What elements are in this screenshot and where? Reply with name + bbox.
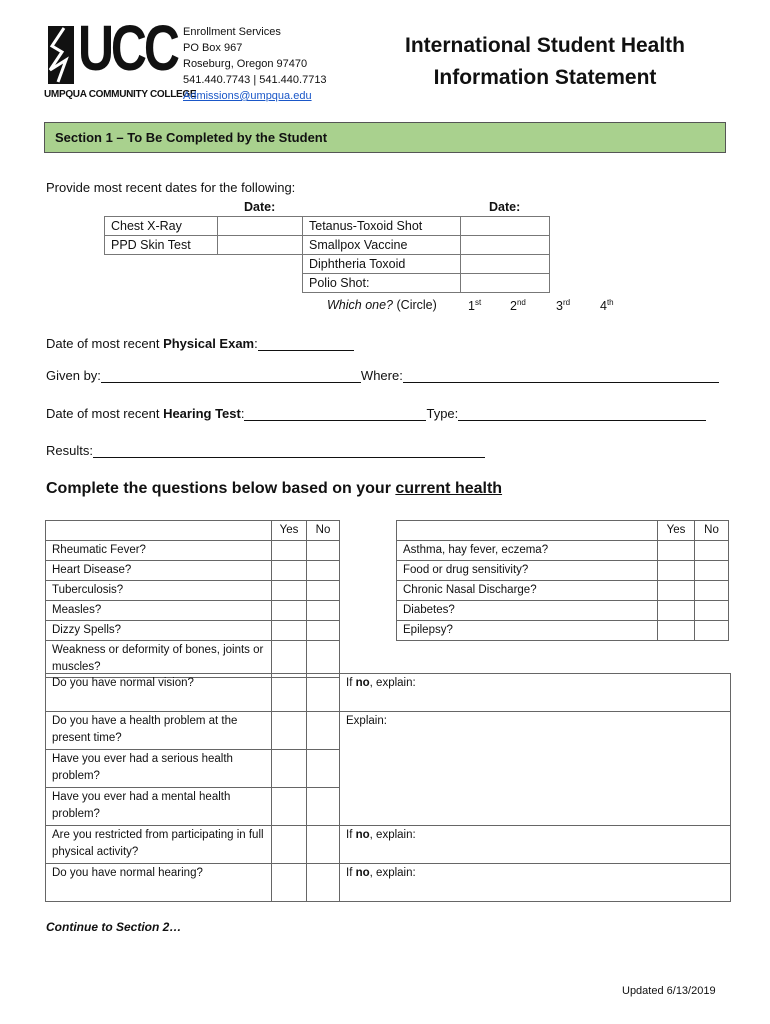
email-link[interactable]: Admissions@umpqua.edu — [183, 90, 312, 102]
table-row — [46, 750, 731, 788]
ppd-skin-test-date-field[interactable] — [218, 236, 303, 255]
table-row — [46, 621, 340, 641]
polio-option-2[interactable]: 2nd — [510, 298, 526, 314]
tetanus-date-field[interactable] — [461, 217, 550, 236]
explain-field[interactable]: If no, explain: — [340, 674, 731, 712]
question-label: Measles? — [46, 601, 272, 621]
no-checkbox[interactable] — [307, 788, 340, 826]
table-row — [46, 864, 731, 902]
question-label: Diabetes? — [397, 601, 658, 621]
table-row — [105, 236, 303, 255]
no-checkbox[interactable] — [307, 621, 340, 641]
no-checkbox[interactable] — [307, 541, 340, 561]
no-checkbox[interactable] — [307, 750, 340, 788]
yes-header: Yes — [272, 521, 307, 541]
yes-checkbox[interactable] — [272, 826, 307, 864]
results-field[interactable] — [93, 443, 485, 458]
right-health-table — [396, 520, 729, 641]
right-dates-table — [302, 216, 550, 293]
no-checkbox[interactable] — [695, 561, 729, 581]
table-row — [46, 712, 731, 750]
title-line-1: International Student Health — [404, 34, 685, 57]
physical-exam-row: Date of most recent Physical Exam: — [46, 336, 354, 351]
no-checkbox[interactable] — [695, 601, 729, 621]
page-title — [380, 30, 710, 94]
explain-field[interactable]: Explain: — [340, 712, 731, 750]
given-by-row: Given by: Where: — [46, 368, 719, 383]
where-field[interactable] — [403, 368, 719, 383]
question-label: Heart Disease? — [46, 561, 272, 581]
question-label: Dizzy Spells? — [46, 621, 272, 641]
no-checkbox[interactable] — [307, 581, 340, 601]
tetanus-label: Tetanus-Toxoid Shot — [303, 217, 461, 236]
yes-checkbox[interactable] — [272, 601, 307, 621]
question-label: Do you have a health problem at the present time? — [46, 712, 272, 750]
title-line-2: Information Statement — [433, 66, 657, 89]
explain-field[interactable] — [340, 750, 731, 788]
question-label: Asthma, hay fever, eczema? — [397, 541, 658, 561]
yes-checkbox[interactable] — [272, 674, 307, 712]
smallpox-date-field[interactable] — [461, 236, 550, 255]
yes-checkbox[interactable] — [272, 750, 307, 788]
health-heading: Complete the questions below based on your current health — [46, 480, 503, 497]
yes-checkbox[interactable] — [272, 621, 307, 641]
college-name: UMPQUA COMMUNITY COLLEGE — [44, 89, 197, 100]
no-header: No — [307, 521, 340, 541]
table-row — [397, 581, 729, 601]
left-dates-table — [104, 216, 303, 255]
diphtheria-label: Diphtheria Toxoid — [303, 255, 461, 274]
physical-exam-date-field[interactable] — [258, 336, 354, 351]
ppd-skin-test-label: PPD Skin Test — [105, 236, 218, 255]
no-checkbox[interactable] — [307, 601, 340, 621]
polio-option-4[interactable]: 4th — [600, 298, 614, 314]
no-checkbox[interactable] — [307, 561, 340, 581]
table-row — [46, 581, 340, 601]
polio-label: Polio Shot: — [303, 274, 461, 293]
yes-checkbox[interactable] — [658, 541, 695, 561]
date-header-left: Date: — [244, 200, 276, 214]
chest-xray-label: Chest X-Ray — [105, 217, 218, 236]
no-header: No — [695, 521, 729, 541]
diphtheria-date-field[interactable] — [461, 255, 550, 274]
table-row — [397, 541, 729, 561]
long-questions-table — [45, 673, 731, 902]
no-checkbox[interactable] — [307, 641, 340, 678]
polio-option-3[interactable]: 3rd — [556, 298, 571, 314]
question-label: Do you have normal hearing? — [46, 864, 272, 902]
question-label: Chronic Nasal Discharge? — [397, 581, 658, 601]
yes-header: Yes — [658, 521, 695, 541]
no-checkbox[interactable] — [695, 541, 729, 561]
updated-date: Updated 6/13/2019 — [622, 985, 716, 997]
yes-checkbox[interactable] — [272, 788, 307, 826]
yes-checkbox[interactable] — [272, 561, 307, 581]
address-line: PO Box 967 — [183, 42, 243, 54]
polio-date-field[interactable] — [461, 274, 550, 293]
dates-intro: Provide most recent dates for the following: — [46, 180, 296, 195]
table-row — [303, 217, 550, 236]
table-row — [46, 561, 340, 581]
yes-checkbox[interactable] — [658, 601, 695, 621]
table-row — [397, 601, 729, 621]
lightning-rock-icon — [44, 24, 78, 86]
no-checkbox[interactable] — [307, 712, 340, 750]
no-checkbox[interactable] — [695, 581, 729, 601]
question-label: Epilepsy? — [397, 621, 658, 641]
which-one-text: Which one? — [327, 298, 394, 312]
logo-letters: UCC — [78, 12, 177, 84]
yes-checkbox[interactable] — [658, 561, 695, 581]
yes-checkbox[interactable] — [272, 541, 307, 561]
section-1-heading: Section 1 – To Be Completed by the Student — [44, 122, 726, 153]
continue-note: Continue to Section 2… — [46, 920, 182, 934]
phone-line: 541.440.7743 | 541.440.7713 — [183, 74, 327, 86]
polio-option-1[interactable]: 1st — [468, 298, 482, 314]
chest-xray-date-field[interactable] — [218, 217, 303, 236]
circle-text: (Circle) — [396, 298, 437, 312]
table-row — [46, 521, 340, 541]
yes-checkbox[interactable] — [272, 712, 307, 750]
table-row — [46, 601, 340, 621]
table-row — [397, 621, 729, 641]
question-label: Rheumatic Fever? — [46, 541, 272, 561]
table-row — [46, 826, 731, 864]
table-row — [105, 217, 303, 236]
explain-field[interactable]: If no, explain: — [340, 864, 731, 902]
yes-checkbox[interactable] — [658, 581, 695, 601]
question-label: Are you restricted from participating in full physical activity? — [46, 826, 272, 864]
polio-which-one — [327, 298, 437, 312]
table-row — [46, 674, 731, 712]
table-row — [397, 521, 729, 541]
no-checkbox[interactable] — [307, 674, 340, 712]
table-row — [46, 788, 731, 826]
no-checkbox[interactable] — [307, 864, 340, 902]
date-header-right: Date: — [489, 200, 521, 214]
given-by-field[interactable] — [101, 368, 361, 383]
address-block — [183, 24, 327, 104]
explain-field[interactable] — [340, 788, 731, 826]
yes-checkbox[interactable] — [272, 581, 307, 601]
table-row — [46, 641, 340, 678]
no-checkbox[interactable] — [307, 826, 340, 864]
smallpox-label: Smallpox Vaccine — [303, 236, 461, 255]
question-label: Weakness or deformity of bones, joints or muscles? — [46, 641, 272, 678]
table-row — [303, 274, 550, 293]
table-row — [397, 561, 729, 581]
question-label: Tuberculosis? — [46, 581, 272, 601]
table-row — [303, 255, 550, 274]
no-checkbox[interactable] — [695, 621, 729, 641]
question-label: Have you ever had a mental health problem? — [46, 788, 272, 826]
hearing-type-field[interactable] — [458, 406, 706, 421]
results-row: Results: — [46, 443, 485, 458]
yes-checkbox[interactable] — [272, 641, 307, 678]
yes-checkbox[interactable] — [272, 864, 307, 902]
yes-checkbox[interactable] — [658, 621, 695, 641]
question-label: Food or drug sensitivity? — [397, 561, 658, 581]
hearing-test-date-field[interactable] — [244, 406, 426, 421]
table-row — [303, 236, 550, 255]
hearing-test-row: Date of most recent Hearing Test: Type: — [46, 406, 706, 421]
explain-field[interactable]: If no, explain: — [340, 826, 731, 864]
question-label: Do you have normal vision? — [46, 674, 272, 712]
table-row — [46, 541, 340, 561]
question-label: Have you ever had a serious health problem? — [46, 750, 272, 788]
address-line: Enrollment Services — [183, 26, 281, 38]
address-line: Roseburg, Oregon 97470 — [183, 58, 308, 70]
left-health-table — [45, 520, 340, 678]
